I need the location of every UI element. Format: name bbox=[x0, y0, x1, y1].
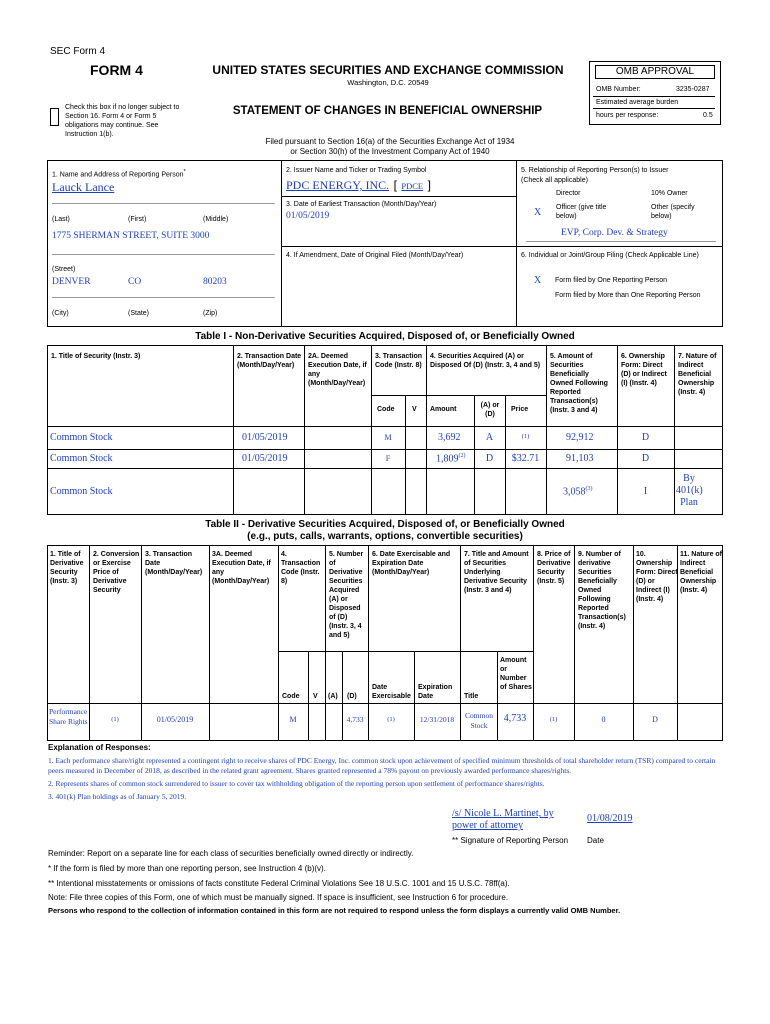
reporting-person-name[interactable]: Lauck Lance bbox=[52, 180, 115, 194]
t2-h-exp: Expiration Date bbox=[418, 684, 453, 700]
footer-note-3: Note: File three copies of this Form, one of which must be manually signed. If space is insufficient, see Instruction 6 for procedure. bbox=[48, 893, 509, 902]
t2-h-owned: 9. Number of derivative Securities Beneficially Owned Following Reported Transaction(s) (Instr. 4) bbox=[578, 551, 626, 630]
t1-r2-code: F bbox=[385, 454, 391, 463]
state-value: CO bbox=[128, 277, 142, 287]
t2-h-number: 5. Number of Derivative Securities Acquired (A) or Disposed of (D) (Instr. 3, 4 and 5) bbox=[329, 551, 364, 639]
t1-r1-date: 01/05/2019 bbox=[242, 432, 288, 443]
t2-h-code: 4. Transaction Code (Instr. 8) bbox=[281, 551, 321, 585]
t2-underlying-amount: 4,733 bbox=[503, 713, 527, 724]
form-number: FORM 4 bbox=[90, 62, 143, 78]
table-row: Common Stock bbox=[50, 486, 113, 497]
t2-date: 01/05/2019 bbox=[156, 715, 194, 724]
statement-title: STATEMENT OF CHANGES IN BENEFICIAL OWNERSHIP bbox=[232, 105, 543, 117]
city-value: DENVER bbox=[52, 277, 91, 287]
footer-note-1: * If the form is filed by more than one reporting person, see Instruction 4 (b)(v). bbox=[48, 864, 326, 873]
reporting-address: 1775 SHERMAN STREET, SUITE 3000 bbox=[52, 231, 210, 241]
t1-r1-ad: A bbox=[485, 432, 494, 443]
t2-h-price: 8. Price of Derivative Security (Instr. 5) bbox=[537, 551, 571, 585]
table2-title: Table II - Derivative Securities Acquired, Disposed of, or Beneficially Owned bbox=[205, 519, 565, 530]
t2-h-v: V bbox=[313, 693, 318, 700]
check-box-text: Check this box if no longer subject to Section 16. Form 4 or Form 5 obligations may continue. See Instruction 1(b). bbox=[65, 104, 180, 138]
t1-h-deemed: 2A. Deemed Execution Date, if any (Month/Day/Year) bbox=[308, 353, 367, 387]
zip-value: 80203 bbox=[203, 277, 227, 287]
t2-h-underlying: 7. Title and Amount of Securities Underlying Derivative Security (Instr. 3 and 4) bbox=[464, 551, 529, 594]
table-row: Performance Share Rights bbox=[49, 707, 88, 726]
footer-note-2: ** Intentional misstatements or omissions of facts constitute Federal Criminal Violations See 18 U.S.C. 1001 and 15 U.S.C. 78ff(a). bbox=[48, 879, 510, 888]
issuer-name[interactable]: PDC ENERGY, INC. bbox=[286, 178, 390, 192]
t2-date-ex: (1) bbox=[387, 716, 395, 723]
t1-h-code: 3. Transaction Code (Instr. 8) bbox=[375, 353, 423, 369]
t2-h-amount: Amount or Number of Shares bbox=[500, 657, 532, 691]
t2-underlying-title: Common Stock bbox=[465, 711, 493, 730]
box4-label: 4. If Amendment, Date of Original Filed (Month/Day/Year) bbox=[286, 252, 464, 259]
t2-h-date: 3. Transaction Date (Month/Day/Year) bbox=[145, 551, 203, 576]
t1-h-owned: 5. Amount of Securities Beneficially Owned Following Reported Transaction(s) (Instr. 3 and 4) bbox=[550, 353, 608, 414]
t1-r1-amount: 3,692 bbox=[438, 432, 461, 443]
table-row: Common Stock bbox=[50, 432, 113, 443]
t2-owned: 0 bbox=[601, 715, 606, 724]
t2-h-ownership: 10. Ownership Form: Direct (D) or Indirect (I) (Instr. 4) bbox=[636, 551, 678, 603]
ten-pct-owner-label: 10% Owner bbox=[651, 190, 688, 197]
commission-location: Washington, D.C. 20549 bbox=[347, 78, 429, 87]
box5-sublabel: (Check all applicable) bbox=[521, 177, 588, 184]
t1-r3-form: I bbox=[643, 486, 648, 497]
t2-exp: 12/31/2018 bbox=[419, 715, 455, 724]
t2-h-conversion: 2. Conversion or Exercise Price of Derivative Security bbox=[93, 551, 140, 594]
footnote-3: 3. 401(k) Plan holdings as of January 5, 2019. bbox=[48, 792, 187, 801]
t1-h-title: 1. Title of Security (Instr. 3) bbox=[51, 353, 141, 360]
omb-title: OMB APPROVAL bbox=[595, 65, 715, 79]
officer-title: EVP, Corp. Dev. & Strategy bbox=[561, 228, 668, 238]
footnote-2: 2. Represents shares of common stock surrendered to issuer to cover tax withholding obligation of the reporting person upon settlement of performance shares/rights. bbox=[48, 779, 545, 788]
signature-name: /s/ Nicole L. Martinet, by power of attorney bbox=[452, 808, 554, 831]
t1-h-nature: 7. Nature of Indirect Beneficial Ownership (Instr. 4) bbox=[678, 353, 717, 396]
t1-r1-owned: 92,912 bbox=[566, 432, 594, 443]
omb-hours-label: hours per response: bbox=[596, 112, 659, 119]
omb-hours-value: 0.5 bbox=[703, 112, 713, 119]
officer-mark[interactable]: X bbox=[534, 207, 542, 218]
omb-burden-label: Estimated average burden bbox=[596, 99, 679, 106]
t2-code: M bbox=[289, 715, 297, 724]
box1-label: 1. Name and Address of Reporting Person* bbox=[52, 169, 186, 179]
earliest-transaction-date: 01/05/2019 bbox=[286, 211, 330, 221]
date-label: Date bbox=[587, 836, 604, 845]
omb-number-label: OMB Number: bbox=[596, 86, 641, 93]
first-label: (First) bbox=[128, 216, 147, 223]
issuer-line: PDC ENERGY, INC. [ PDCE ] bbox=[286, 178, 431, 192]
ticker-symbol[interactable]: PDCE bbox=[401, 181, 424, 191]
street-label: (Street) bbox=[52, 266, 76, 273]
filed-pursuant-1: Filed pursuant to Section 16(a) of the Securities Exchange Act of 1934 bbox=[265, 137, 515, 146]
t1-h-code-sub: Code bbox=[377, 406, 395, 413]
explanation-heading: Explanation of Responses: bbox=[48, 743, 151, 752]
t1-h-v: V bbox=[412, 406, 417, 413]
t1-h-ownership: 6. Ownership Form: Direct (D) or Indirect (I) (Instr. 4) bbox=[621, 353, 667, 387]
t1-r2-date: 01/05/2019 bbox=[242, 453, 288, 464]
t1-r2-price: $32.71 bbox=[511, 453, 540, 464]
t1-h-amount: Amount bbox=[430, 406, 457, 413]
box2-label: 2. Issuer Name and Ticker or Trading Symbol bbox=[286, 167, 427, 174]
signature-label: ** Signature of Reporting Person bbox=[452, 836, 569, 845]
box5-label: 5. Relationship of Reporting Person(s) to Issuer bbox=[521, 167, 669, 174]
t1-h-price: Price bbox=[511, 406, 529, 413]
footer-note-4: Persons who respond to the collection of information contained in this form are not required to respond unless the form displays a currently valid OMB Number. bbox=[48, 906, 621, 915]
t1-r2-form: D bbox=[641, 453, 650, 464]
t1-r2-owned: 91,103 bbox=[566, 453, 594, 464]
last-label: (Last) bbox=[52, 216, 70, 223]
t2-price: (1) bbox=[549, 716, 558, 723]
t2-h-exercisable: 6. Date Exercisable and Expiration Date (Month/Day/Year) bbox=[372, 551, 451, 576]
signature-date: 01/08/2019 bbox=[587, 813, 633, 824]
zip-label: (Zip) bbox=[203, 310, 218, 317]
t2-conv: (1) bbox=[111, 716, 119, 723]
box3-label: 3. Date of Earliest Transaction (Month/Day/Year) bbox=[286, 201, 437, 208]
t1-r1-code: M bbox=[384, 433, 392, 442]
officer-label: Officer (give title below) bbox=[556, 204, 607, 220]
one-person-label: Form filed by One Reporting Person bbox=[555, 277, 668, 284]
footnote-1: 1. Each performance share/right represented a contingent right to receive shares of PDC Energy, Inc. common stock upon achievement of specified minimum thresholds of total shareholder return (TSR) compared to certain peers measured in December of 2018, as described in the related grant agreement. Shares granted represented a 78% payout on previously awarded performance shares/rights. bbox=[48, 756, 716, 775]
t2-h-nature: 11. Nature of Indirect Beneficial Ownership (Instr. 4) bbox=[680, 551, 723, 594]
director-label: Director bbox=[556, 190, 581, 197]
t2-h-deemed: 3A. Deemed Execution Date, if any (Month/Day/Year) bbox=[212, 551, 271, 585]
t2-h-title: 1. Title of Derivative Security (Instr. 3) bbox=[50, 551, 84, 585]
t1-r2-amount: 1,809$^{(2)}$ bbox=[436, 453, 466, 465]
t2-h-d: (D) bbox=[347, 693, 357, 700]
t2-h-code-sub: Code bbox=[282, 693, 300, 700]
t1-r3-owned: 3,058$^{(3)}$ bbox=[563, 486, 593, 498]
more-person-label: Form filed by More than One Reporting Person bbox=[555, 292, 701, 299]
t2-h-title-sub: Title bbox=[464, 693, 479, 700]
t2-h-date-ex: Date Exercisable bbox=[372, 684, 411, 700]
t1-r1-price: (1) bbox=[521, 433, 530, 440]
no-longer-subject-checkbox[interactable] bbox=[50, 108, 59, 126]
t2-h-a: (A) bbox=[328, 693, 338, 700]
t1-h-acquired: 4. Securities Acquired (A) or Disposed Of (D) (Instr. 3, 4 and 5) bbox=[430, 353, 541, 369]
t1-h-date: 2. Transaction Date (Month/Day/Year) bbox=[237, 353, 302, 369]
t2-form: D bbox=[652, 715, 658, 724]
t1-r1-form: D bbox=[641, 432, 650, 443]
commission-title: UNITED STATES SECURITIES AND EXCHANGE COMMISSION bbox=[212, 63, 564, 77]
filed-pursuant-2: or Section 30(h) of the Investment Company Act of 1940 bbox=[290, 147, 490, 156]
middle-label: (Middle) bbox=[203, 216, 229, 223]
t2-d: 4,733 bbox=[346, 715, 364, 724]
reminder-text: Reminder: Report on a separate line for each class of securities beneficially owned directly or indirectly. bbox=[48, 849, 414, 858]
table1-title: Table I - Non-Derivative Securities Acquired, Disposed of, or Beneficially Owned bbox=[195, 331, 575, 342]
one-person-mark[interactable]: X bbox=[534, 275, 542, 286]
state-label: (State) bbox=[128, 310, 150, 317]
city-label: (City) bbox=[52, 310, 69, 317]
t1-r3-nature: By 401(k) Plan bbox=[676, 473, 703, 508]
box6-label: 6. Individual or Joint/Group Filing (Check Applicable Line) bbox=[521, 252, 699, 259]
sec-form-label: SEC Form 4 bbox=[50, 46, 106, 57]
t1-h-aord: (A) or (D) bbox=[480, 402, 500, 418]
omb-number-value: 3235-0287 bbox=[676, 86, 710, 93]
table2-subtitle: (e.g., puts, calls, warrants, options, convertible securities) bbox=[247, 531, 523, 542]
table-row: Common Stock bbox=[50, 453, 113, 464]
t1-r2-ad: D bbox=[485, 453, 494, 464]
other-label: Other (specify below) bbox=[651, 204, 695, 220]
